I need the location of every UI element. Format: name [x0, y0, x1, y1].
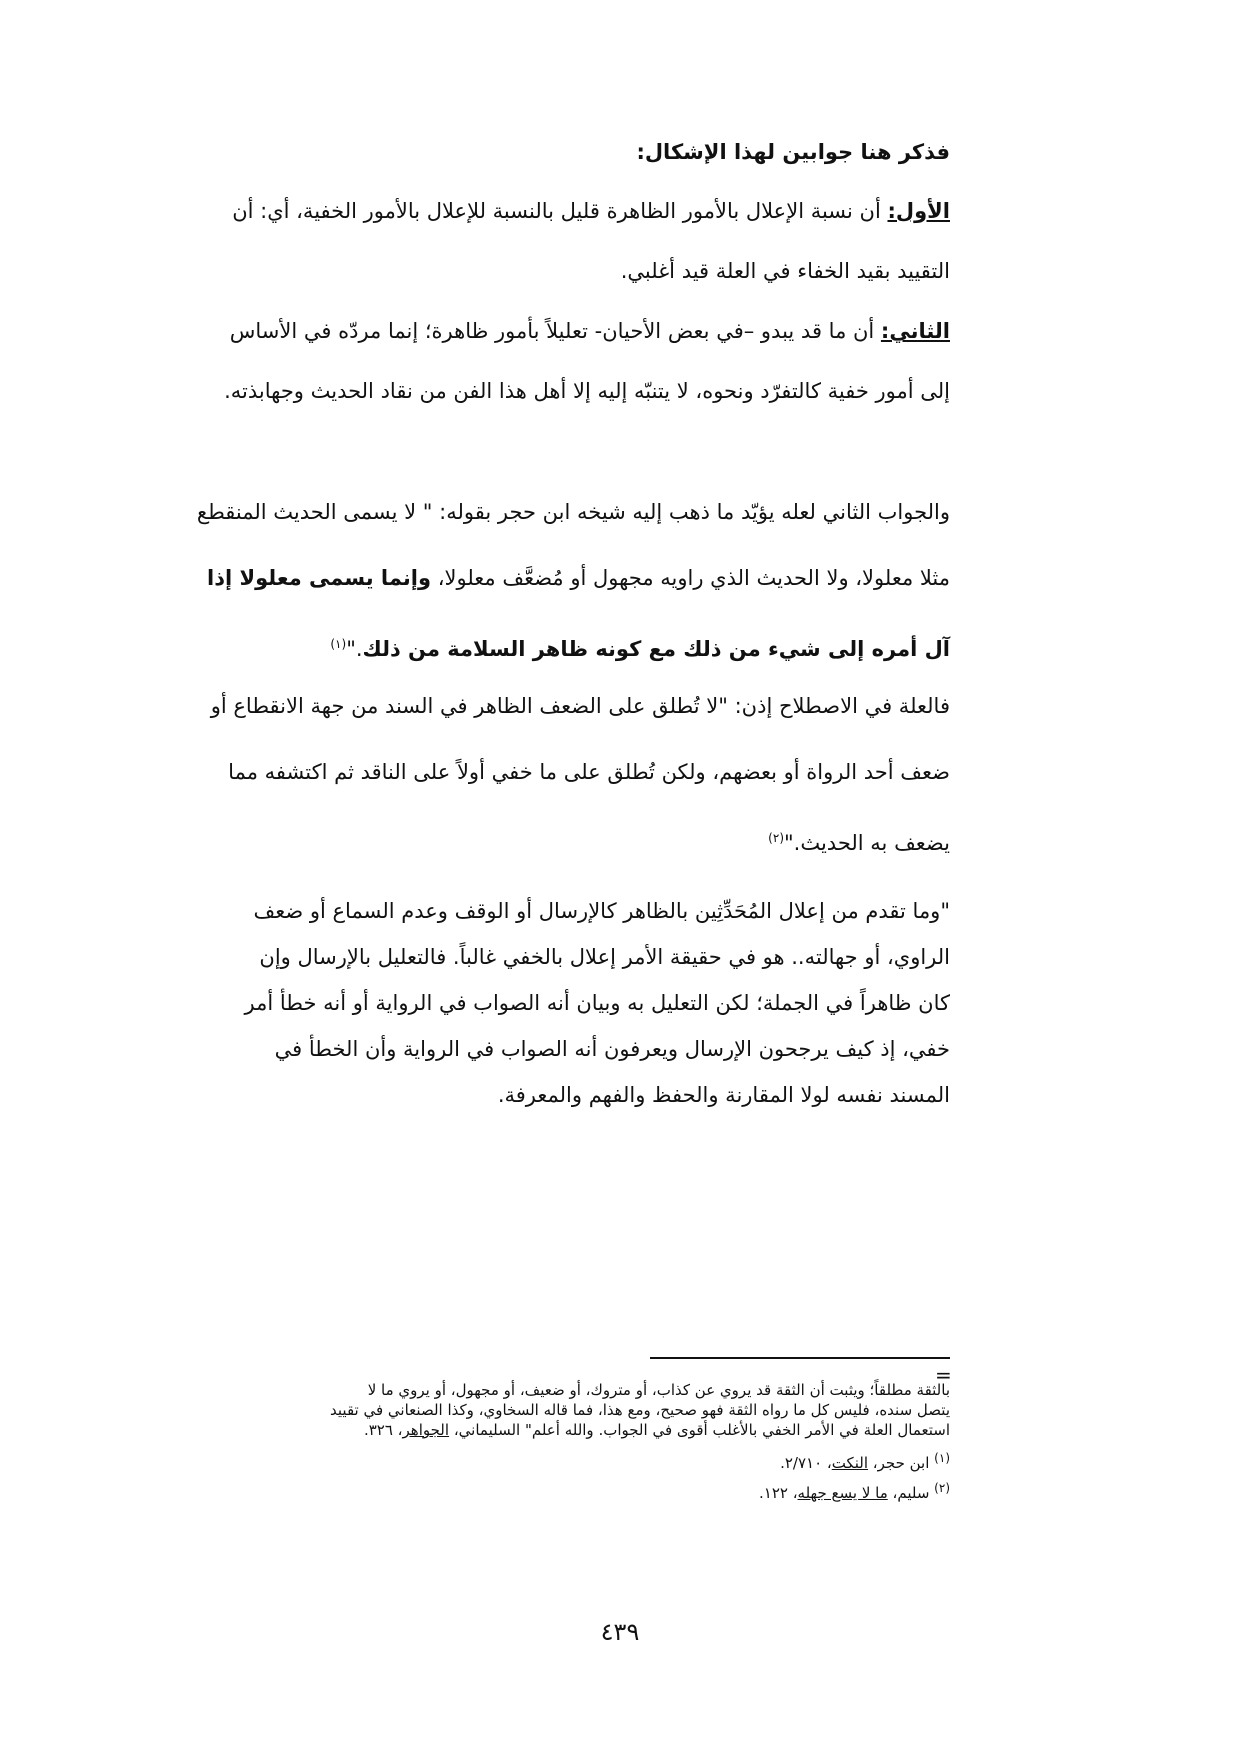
- section-heading: فذكر هنا جوابين لهذا الإشكال:: [636, 140, 950, 164]
- quote-definition-line-2: ضعف أحد الرواة أو بعضهم، ولكن تُطلق على ما خفي أولاً على الناقد ثم اكتشفه مما: [228, 760, 950, 784]
- quote-ibn-hajar-line-3: آل أمره إلى شيء من ذلك مع كونه ظاهر السلامة من ذلك."$^{(١)}$: [330, 637, 950, 661]
- footnote-1-number: (١): [934, 1451, 950, 1465]
- footnote-continuation-line-3: استعمال العلة في الأمر الخفي بالأغلب أقوى في الجواب. والله أعلم" السليماني، الجواهر، ٣٢٦.: [363, 1421, 950, 1439]
- quote-hadith-critics-line-1: "وما تقدم من إعلال المُحَدِّثِين بالظاهر كالإرسال أو الوقف وعدم السماع أو ضعف: [253, 899, 950, 923]
- quote-hadith-critics-line-3: كان ظاهراً في الجملة؛ لكن التعليل به وبيان أنه الصواب في الرواية أو أنه خطأ أمر: [244, 991, 950, 1015]
- footnote-separator: [650, 1357, 950, 1359]
- quote-hadith-critics-line-5: المسند نفسه لولا المقارنة والحفظ والفهم والمعرفة.: [497, 1083, 950, 1107]
- citation-title: الجواهر: [402, 1421, 450, 1439]
- answer-first-label: الأول:: [887, 199, 950, 223]
- quote-ibn-hajar-line-2: مثلا معلولا، ولا الحديث الذي راويه مجهول أو مُضعَّف معلولا، وإنما يسمى معلولا إذا: [207, 566, 950, 590]
- footnote-1: $^{(١)}$ ابن حجر، النكت، ٢/٧١٠.: [780, 1451, 950, 1472]
- footnote-ref-2: (٢): [768, 831, 784, 845]
- quote-definition-line-3: يضعف به الحديث."$^{(٢)}$: [768, 831, 950, 855]
- answer-first-line-1: الأول: أن نسبة الإعلال بالأمور الظاهرة قليل بالنسبة للإعلال بالأمور الخفية، أي: أن: [232, 199, 950, 223]
- quote-definition-line-1: فالعلة في الاصطلاح إذن: "لا تُطلق على الضعف الظاهر في السند من جهة الانقطاع أو: [210, 694, 950, 718]
- answer-second-label: الثاني:: [880, 319, 950, 343]
- answer-first-line-2: التقييد بقيد الخفاء في العلة قيد أغلبي.: [620, 259, 950, 283]
- page-number: ٤٣٩: [600, 1618, 640, 1646]
- footnote-2: $^{(٢)}$ سليم، ما لا يسع جهله، ١٢٢.: [758, 1481, 950, 1502]
- answer-second: [150, 312, 950, 410]
- footnote-2-number: (٢): [934, 1481, 950, 1495]
- footnote-1-title: النكت: [831, 1454, 869, 1472]
- footnote-continuation-line-1: بالثقة مطلقاً؛ ويثبت أن الثقة قد يروي عن كذاب، أو متروك، أو ضعيف، أو مجهول، أو يروي ما لا: [367, 1381, 950, 1399]
- footnote-2-title: ما لا يسع جهله: [797, 1484, 888, 1502]
- answer-second-line-2: إلى أمور خفية كالتفرّد ونحوه، لا يتنبّه إليه إلا أهل هذا الفن من نقاد الحديث وجهابذته.: [224, 379, 950, 403]
- quote-ibn-hajar-line-1: والجواب الثاني لعله يؤيّد ما ذهب إليه شيخه ابن حجر بقوله: " لا يسمى الحديث المنقطع: [196, 500, 950, 524]
- answer-first: [150, 192, 950, 290]
- quote-hadith-critics-line-4: خفي، إذ كيف يرجحون الإرسال ويعرفون أنه الصواب في الرواية وأن الخطأ في: [274, 1037, 950, 1061]
- quote-ibn-hajar: [150, 492, 950, 669]
- answer-second-line-1: الثاني: أن ما قد يبدو –في بعض الأحيان- تعليلاً بأمور ظاهرة؛ إنما مردّه في الأساس: [229, 319, 950, 343]
- quote-hadith-critics-line-2: الراوي، أو جهالته.. هو في حقيقة الأمر إعلال بالخفي غالباً. فالتعليل بالإرسال وإن: [259, 945, 950, 969]
- quote-hadith-critics: [150, 888, 950, 1118]
- footnote-continuation-mark: =: [935, 1363, 952, 1387]
- quote-definition: [150, 686, 950, 863]
- footnote-ref-1: (١): [330, 637, 347, 651]
- footnote-continuation-line-2: يتصل سنده، فليس كل ما رواه الثقة فهو صحيح، ومع هذا، فما قاله السخاوي، وكذا الصنعاني في تقييد: [330, 1401, 950, 1419]
